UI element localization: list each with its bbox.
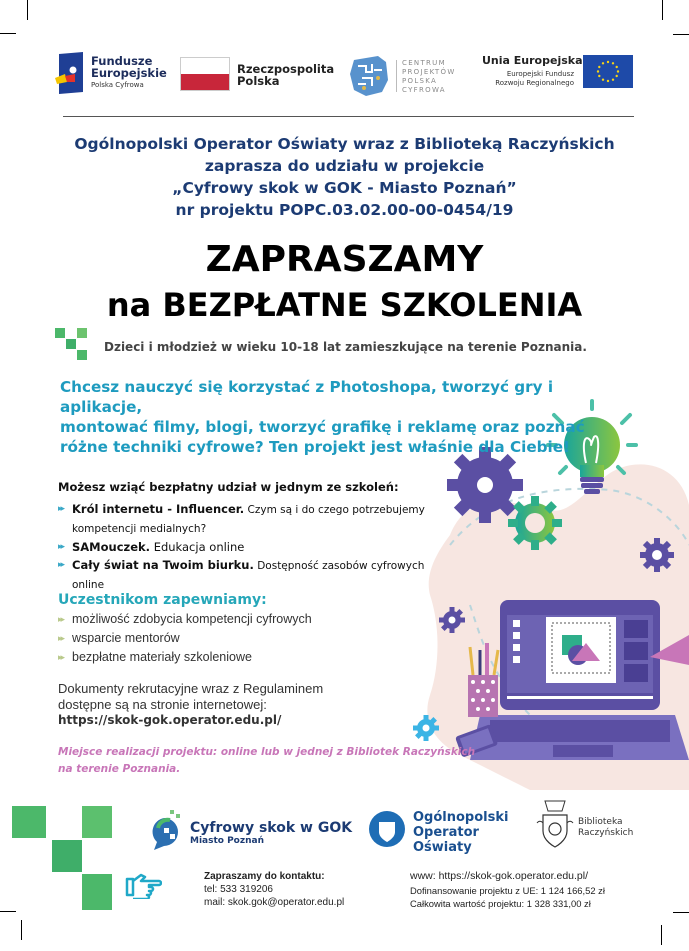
intro-block — [0, 133, 689, 221]
crop-mark — [27, 0, 28, 20]
bullet-arrow-icon: ▸▸ — [58, 542, 64, 552]
course-desc-cont: kompetencji medialnych? — [72, 523, 207, 535]
question-line2: montować filmy, blogi, tworzyć grafikę i reklamę oraz poznać — [60, 418, 585, 436]
crop-mark — [21, 920, 22, 940]
contact-heading: Zapraszamy do kontaktu: — [204, 871, 325, 882]
biblioteka-crest-icon — [535, 797, 575, 853]
operator-line1: Ogólnopolski — [413, 810, 509, 825]
place-line1: Miejsce realizacji projektu: online lub w jednej z Bibliotek Raczyńskich — [58, 746, 476, 758]
cyfrowy-skok-logo-icon — [150, 808, 184, 850]
intro-line2: zaprasza do udziału w projekcie — [204, 157, 485, 175]
headline-bezplatne-szkolenia: na BEZPŁATNE SZKOLENIA — [106, 286, 583, 324]
benefit-text: bezpłatne materiały szkoleniowe — [72, 650, 252, 664]
project-number: nr projektu POPC.03.02.00-00-0454/19 — [175, 201, 514, 219]
cpp-map-icon — [348, 54, 390, 98]
project-location — [58, 744, 475, 778]
crop-mark — [662, 0, 663, 20]
funding-info — [410, 870, 605, 911]
rp-line1: Rzeczpospolita — [237, 62, 335, 76]
pixel-check-icon — [55, 328, 89, 362]
gear-icon — [508, 496, 562, 550]
crop-mark — [673, 912, 689, 913]
courses-list — [58, 500, 458, 594]
benefit-item — [58, 629, 312, 648]
biblioteka-line1: Biblioteka — [578, 817, 623, 827]
intro-line1: Ogólnopolski Operator Oświaty wraz z Biblioteką Raczyńskich — [74, 135, 615, 153]
bullet-arrow-icon: ▸▸ — [58, 504, 64, 514]
cyfrowy-skok-subtitle: Miasto Poznań — [190, 836, 264, 846]
documents-line2: dostępne są na stronie internetowej: — [58, 697, 267, 712]
header-divider — [63, 116, 634, 117]
cyfrowy-skok-logo — [190, 820, 352, 846]
rp-line2: Polska — [237, 74, 280, 88]
course-item — [58, 500, 458, 538]
question-line3: różne techniki cyfrowe? Ten projekt jest właśnie dla Ciebie! — [60, 438, 570, 456]
bullet-arrow-icon: ▸▸ — [58, 652, 64, 662]
contact-phone[interactable]: tel: 533 319206 — [204, 884, 273, 895]
bullet-arrow-icon: ▸▸ — [58, 614, 64, 624]
crop-mark — [661, 925, 662, 945]
fe-flag-icon — [55, 52, 85, 94]
ue-sub2: Rozwoju Regionalnego — [495, 79, 574, 87]
crop-mark — [0, 33, 16, 34]
biblioteka-logo — [578, 817, 633, 839]
crop-mark — [0, 911, 16, 912]
benefit-item — [58, 648, 312, 667]
target-group: Dzieci i młodzież w wieku 10-18 lat zamieszkujące na terenie Poznania. — [104, 340, 587, 354]
courses-heading: Możesz wziąć bezpłatny udział w jednym ze szkoleń: — [58, 480, 399, 494]
course-name: Król internetu - Influencer. — [72, 502, 245, 516]
place-line2: na terenie Poznania. — [58, 763, 181, 775]
laptop-icon — [470, 600, 689, 760]
contact-info — [204, 870, 344, 909]
headline-zapraszamy: ZAPRASZAMY — [205, 239, 484, 280]
benefit-text: możliwość zdobycia kompetencji cyfrowych — [72, 612, 312, 626]
crop-mark — [673, 34, 689, 35]
operator-line3: Oświaty — [413, 840, 472, 855]
benefit-item — [58, 610, 312, 629]
ue-title: Unia Europejska — [482, 54, 583, 67]
operator-shield-icon — [368, 810, 406, 848]
documents-info — [58, 681, 323, 713]
gear-icon — [640, 538, 674, 572]
pixel-decoration-icon — [12, 800, 112, 910]
documents-line1: Dokumenty rekrutacyjne wraz z Regulaminem — [58, 681, 324, 696]
biblioteka-line2: Raczyńskich — [578, 828, 634, 838]
cyfrowy-skok-title: Cyfrowy skok w GOK — [190, 820, 353, 836]
cpp-line1: CENTRUM — [402, 59, 446, 67]
operator-logo — [413, 810, 508, 855]
bullet-arrow-icon: ▸▸ — [58, 560, 64, 570]
polish-flag-icon — [180, 57, 230, 91]
operator-line2: Operator — [413, 825, 479, 840]
course-desc: Dostępność zasobów cyfrowych online — [72, 560, 425, 591]
course-item — [58, 538, 458, 556]
fe-title-1: Fundusze — [91, 54, 153, 68]
eu-flag-icon — [583, 55, 633, 88]
question-line1: Chcesz nauczyć się korzystać z Photoshopa, tworzyć gry i aplikacje, — [60, 378, 554, 416]
bullet-arrow-icon: ▸▸ — [58, 633, 64, 643]
registration-url-link[interactable]: https://skok-gok.operator.edu.pl/ — [58, 713, 282, 727]
cpp-line2: PROJEKTÓW — [402, 68, 456, 76]
ue-sub1: Europejski Fundusz — [506, 70, 574, 78]
project-name: „Cyfrowy skok w GOK - Miasto Poznań” — [172, 179, 517, 197]
total-value: Całkowita wartość projektu: 1 328 331,00 zł — [410, 898, 591, 909]
course-name: SAMouczek. — [72, 540, 151, 554]
course-item — [58, 556, 458, 594]
gear-icon — [447, 447, 523, 523]
eu-funding: Dofinansowanie projektu z UE: 1 124 166,52 zł — [410, 884, 605, 896]
cpp-line4: CYFROWA — [402, 86, 446, 94]
fe-subtitle: Polska Cyfrowa — [91, 81, 144, 89]
course-desc: Edukacja online — [150, 540, 245, 554]
course-name: Cały świat na Twoim biurku. — [72, 558, 254, 572]
website-link[interactable]: www: https://skok-gok.operator.edu.pl/ — [410, 870, 589, 882]
question-block — [60, 377, 630, 457]
gear-icon — [413, 715, 439, 741]
benefits-heading: Uczestnikom zapewniamy: — [58, 592, 267, 608]
contact-email[interactable]: mail: skok.gok@operator.edu.pl — [204, 897, 345, 908]
unia-europejska-logo — [482, 54, 583, 88]
fe-title-2: Europejskie — [91, 66, 167, 80]
benefit-text: wsparcie mentorów — [72, 631, 180, 645]
cpp-line3: POLSKA — [402, 77, 438, 85]
course-desc: Czym są i do czego potrzebujemy — [244, 504, 425, 516]
benefits-list — [58, 610, 312, 667]
pointing-hand-icon — [124, 873, 162, 899]
